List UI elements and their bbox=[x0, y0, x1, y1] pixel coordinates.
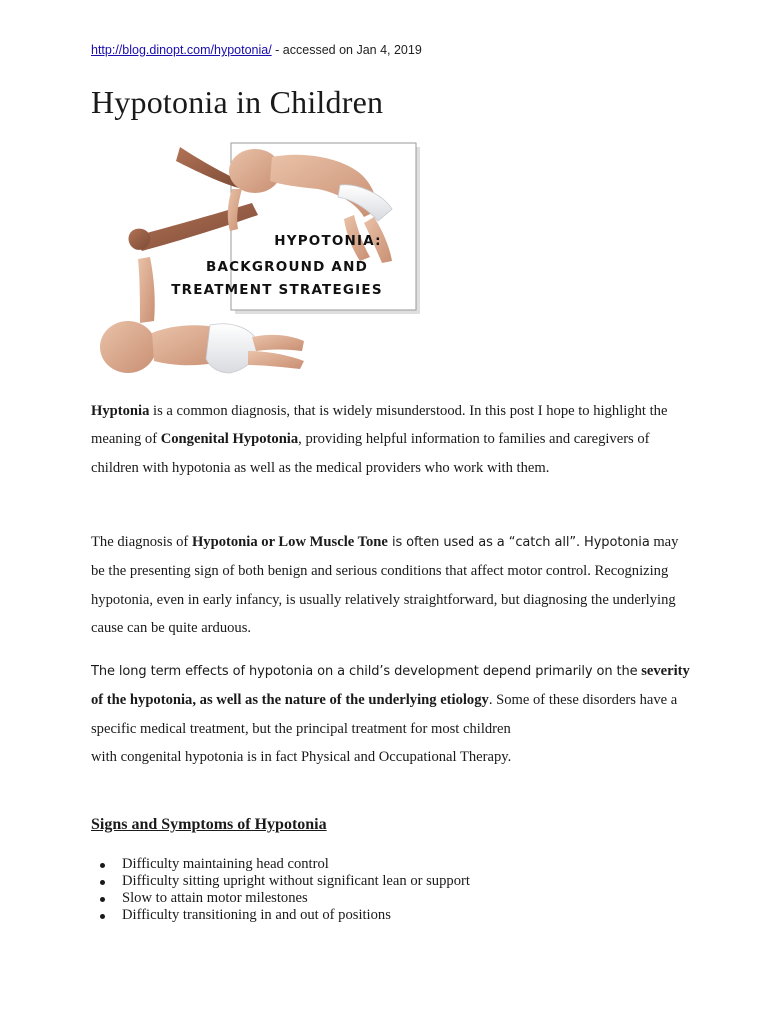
hypotonia-illustration bbox=[92, 137, 428, 390]
hero-line-1: HYPOTONIA: bbox=[274, 233, 382, 249]
paragraph-diagnosis-text-3: may be the presenting sign of both benign and serious conditions that affect motor control. Recognizing hypotonia, even in early infancy, is usually relatively straightforward, but diagnosing the underlying cause can be quite arduous. bbox=[91, 534, 679, 636]
paragraph-effects bbox=[91, 657, 691, 771]
source-link[interactable]: http://blog.dinopt.com/hypotonia/ bbox=[91, 43, 272, 57]
source-line bbox=[91, 43, 422, 57]
page-title: Hypotonia in Children bbox=[91, 84, 384, 120]
bullet-icon bbox=[100, 914, 105, 919]
term-congenital-hypotonia: Congenital Hypotonia bbox=[160, 431, 299, 448]
bullet-icon bbox=[100, 897, 105, 902]
term-severity: severity of the hypotonia, as well as the nature of the underlying etiology bbox=[91, 663, 690, 709]
bullet-icon bbox=[100, 863, 105, 868]
list-item bbox=[91, 890, 651, 907]
section-heading-signs: Signs and Symptoms of Hypotonia bbox=[91, 816, 327, 833]
paragraph-diagnosis-text-1: The diagnosis of bbox=[91, 534, 192, 550]
list-item bbox=[91, 873, 651, 890]
paragraph-diagnosis-text-2: is often used as a “catch all”. Hypotonia bbox=[387, 535, 650, 550]
hero-line-2: BACKGROUND AND bbox=[206, 259, 368, 275]
paragraph-intro-text-2: , providing helpful information to families and caregivers of children with hypotonia as well as the medical providers who work with them. bbox=[91, 431, 650, 476]
paragraph-intro-text-1: is a common diagnosis, that is widely misunderstood. In this post I hope to highlight the meaning of bbox=[91, 403, 668, 448]
paragraph-diagnosis bbox=[91, 528, 691, 642]
list-item bbox=[91, 907, 651, 924]
list-item bbox=[91, 856, 651, 873]
paragraph-effects-text-1: The long term effects of hypotonia on a child’s development depend primarily on the bbox=[91, 664, 638, 679]
paragraph-effects-text-3: with congenital hypotonia is in fact Physical and Occupational Therapy. bbox=[91, 748, 512, 765]
bullet-icon bbox=[100, 880, 105, 885]
term-low-muscle-tone: Hypotonia or Low Muscle Tone bbox=[191, 534, 388, 550]
list-item-text: Difficulty transitioning in and out of positions bbox=[122, 907, 391, 923]
symptom-list bbox=[91, 856, 651, 924]
paragraph-effects-text-2: . Some of these disorders have a specific medical treatment, but the principal treatment for most children bbox=[91, 692, 678, 737]
list-item-text: Difficulty maintaining head control bbox=[122, 856, 329, 872]
hero-line-3: TREATMENT STRATEGIES bbox=[171, 282, 383, 298]
list-item-text: Difficulty sitting upright without significant lean or support bbox=[122, 873, 470, 889]
list-item-text: Slow to attain motor milestones bbox=[122, 890, 308, 906]
term-hyptonia: Hyptonia bbox=[91, 403, 150, 419]
paragraph-intro bbox=[91, 397, 691, 482]
accessed-date: - accessed on Jan 4, 2019 bbox=[271, 43, 422, 57]
hero-image bbox=[92, 137, 428, 390]
